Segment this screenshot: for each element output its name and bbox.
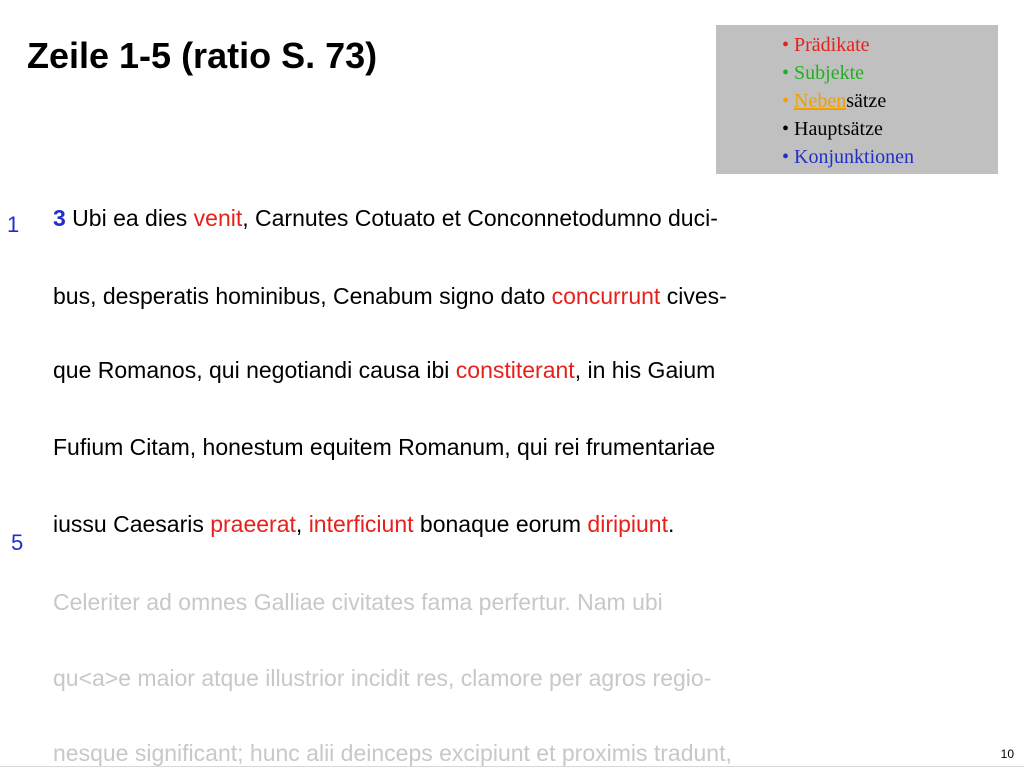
text-line-1: 3 Ubi ea dies venit, Carnutes Cotuato et Conconnetodumno duci- <box>53 205 718 231</box>
text-line-5: iussu Caesaris praeerat, interficiunt bonaque eorum diripiunt. <box>53 511 675 537</box>
predicate: interficiunt <box>308 511 414 537</box>
predicate: venit <box>193 205 243 231</box>
page-number: 10 <box>1000 747 1014 761</box>
line-number-1: 1 <box>7 212 20 237</box>
page-title: Zeile 1-5 (ratio S. 73) <box>27 35 378 76</box>
predicate: concurrunt <box>551 283 661 309</box>
line-number-5: 5 <box>11 530 24 555</box>
section-number: 3 <box>53 205 66 231</box>
text-line-2: bus, desperatis hominibus, Cenabum signo dato concurrunt cives- <box>53 283 727 309</box>
predicate: constiterant <box>455 357 575 383</box>
color-legend <box>716 25 998 174</box>
predicate: diripiunt <box>587 511 668 537</box>
text-line-6: Celeriter ad omnes Galliae civitates fama perfertur. Nam ubi <box>53 589 663 615</box>
text-line-4: Fufium Citam, honestum equitem Romanum, qui rei frumentariae <box>53 434 716 460</box>
legend-item-praedikate: • Prädikate <box>782 34 870 56</box>
text-line-8: nesque significant; hunc alii deinceps excipiunt et proximis tradunt, <box>53 740 732 766</box>
text-line-3: que Romanos, qui negotiandi causa ibi constiterant, in his Gaium <box>53 357 716 383</box>
text-line-7: qu<a>e maior atque illustrior incidit res, clamore per agros regio- <box>53 665 712 691</box>
footer-divider <box>0 766 1024 767</box>
legend-item-konjunktionen: • Konjunktionen <box>782 146 915 168</box>
predicate: praeerat <box>210 511 296 537</box>
legend-item-subjekte: • Subjekte <box>782 62 865 84</box>
legend-item-nebensaetze: • Nebensätze <box>782 90 887 112</box>
legend-item-hauptsaetze: • Hauptsätze <box>782 118 883 140</box>
